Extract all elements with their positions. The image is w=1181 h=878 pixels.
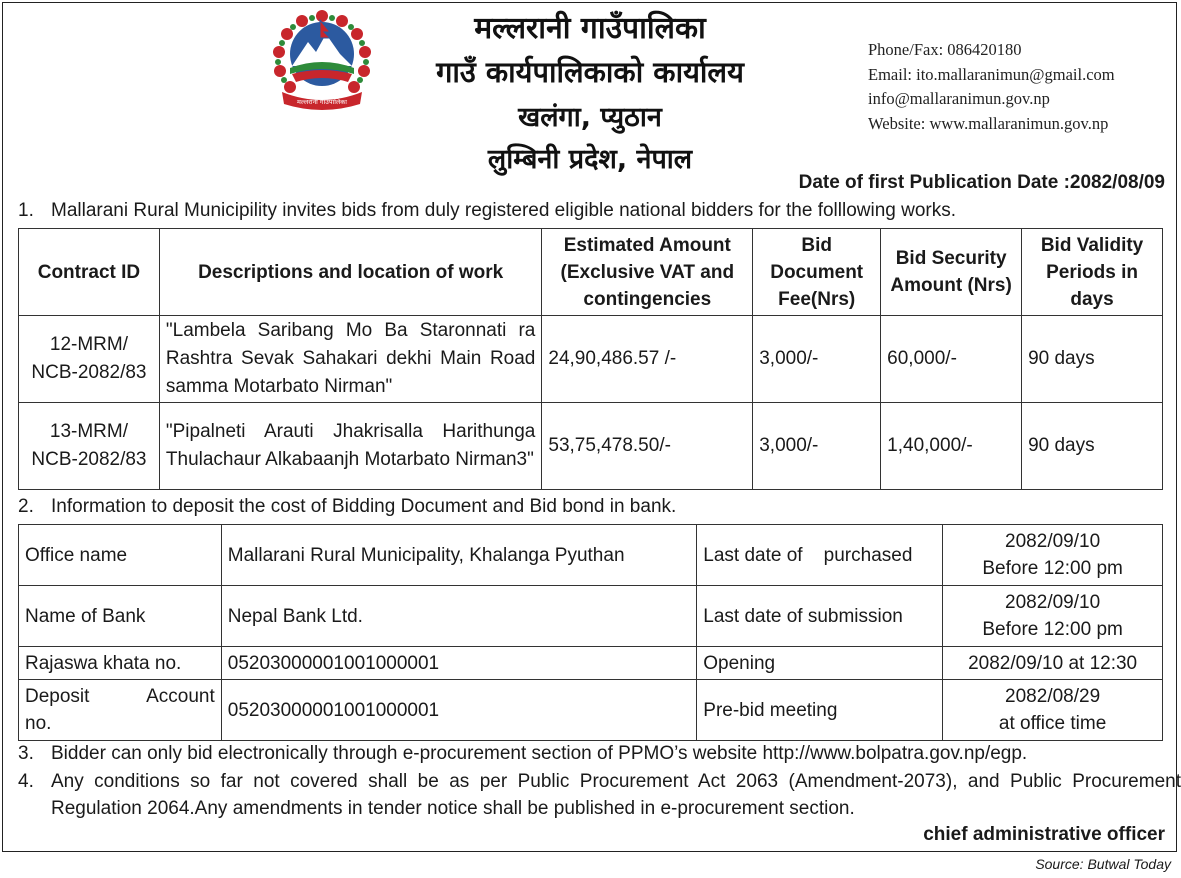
works-table (18, 228, 1163, 490)
date-label: Pre-bid meeting (697, 680, 943, 741)
paragraph-text: Bidder can only bid electronically through e-procurement section of PPMO’s website http://www.bolpatra.gov.np/egp. (51, 743, 1028, 764)
email-primary: Email: ito.mallaranimun@gmail.com (868, 64, 1115, 84)
estimated-amount: 53,75,478.50/- (542, 403, 753, 490)
field-label (19, 680, 222, 741)
time-line: Before 12:00 pm (982, 558, 1123, 579)
field-label: Rajaswa khata no. (19, 647, 222, 680)
email-secondary: info@mallaranimun.gov.np (868, 89, 1050, 108)
contact-info (868, 38, 1115, 136)
date-value (943, 586, 1163, 647)
paragraph-1 (18, 200, 956, 222)
header-bid-security: Bid Security Amount (Nrs) (881, 229, 1022, 316)
header-description: Descriptions and location of work (159, 229, 541, 316)
table-row (19, 680, 1163, 741)
time-line: at office time (998, 713, 1107, 734)
bid-validity: 90 days (1022, 316, 1163, 403)
header-estimated-amount: Estimated Amount (Exclusive VAT and contingencies (542, 229, 753, 316)
bid-fee: 3,000/- (753, 403, 881, 490)
estimated-amount: 24,90,486.57 /- (542, 316, 753, 403)
field-label: Office name (19, 525, 222, 586)
paragraph-number: 2. (18, 496, 34, 517)
date-label: Last date of purchased (697, 525, 943, 586)
paragraph-number: 1. (18, 200, 34, 221)
field-label: Name of Bank (19, 586, 222, 647)
table-row (19, 316, 1163, 403)
field-label-line: Deposit Account (25, 686, 215, 707)
header-contract-id: Contract ID (19, 229, 160, 316)
table-row (19, 586, 1163, 647)
table-row (19, 525, 1163, 586)
table-row (19, 403, 1163, 490)
municipality-name: मल्लरानी गाउँपालिका (474, 11, 706, 46)
bid-security: 1,40,000/- (881, 403, 1022, 490)
field-value: 05203000001001000001 (221, 680, 697, 741)
paragraph-number: 4. (18, 771, 34, 792)
date-value: 2082/09/10 at 12:30 (943, 647, 1163, 680)
date-label: Opening (697, 647, 943, 680)
works-table-header (19, 229, 1163, 316)
date-line: 2082/09/10 (1005, 592, 1101, 613)
field-label-line: no. (25, 713, 52, 734)
header-bid-validity: Bid Validity Periods in days (1022, 229, 1163, 316)
phone-fax: Phone/Fax: 086420180 (868, 40, 1022, 59)
work-description: "Lambela Saribang Mo Ba Staronnati ra Rashtra Sevak Sahakari dekhi Main Road samma Motarbato Nirman" (159, 316, 541, 403)
time-line: Before 12:00 pm (982, 619, 1123, 640)
field-value: Nepal Bank Ltd. (221, 586, 697, 647)
paragraph-3 (18, 743, 1027, 765)
date-value (943, 680, 1163, 741)
field-value: Mallarani Rural Municipality, Khalanga Pyuthan (221, 525, 697, 586)
office-location: खलंगा, प्युठान (518, 102, 662, 133)
work-description: "Pipalneti Arauti Jhakrisalla Harithunga Thulachaur Alkabaanjh Motarbato Nirman3" (159, 403, 541, 490)
bid-fee: 3,000/- (753, 316, 881, 403)
date-line: 2082/09/10 (1005, 531, 1101, 552)
table-row (19, 647, 1163, 680)
paragraph-text: Mallarani Rural Municipility invites bids from duly registered eligible national bidders for the folllowing works. (51, 200, 957, 221)
bank-info-table (18, 524, 1163, 741)
header-bid-fee: Bid Document Fee(Nrs) (753, 229, 881, 316)
paragraph-2 (18, 496, 676, 518)
office-name: गाउँ कार्यपालिकाको कार्यालय (436, 55, 744, 89)
field-value: 05203000001001000001 (221, 647, 697, 680)
paragraph-text: Any conditions so far not covered shall be as per Public Procurement Act 2063 (Amendment-2073), and Public Procurement Regulation 2064.Any amendments in tender notice shall be published in e-procurement section. (51, 771, 1181, 819)
website: Website: www.mallaranimun.gov.np (868, 113, 1109, 133)
municipality-emblem (268, 8, 376, 113)
source-credit: Source: Butwal Today (1035, 856, 1171, 872)
publication-date: Date of first Publication Date :2082/08/09 (798, 172, 1165, 193)
contract-id: 13-MRM/ NCB-2082/83 (19, 403, 160, 490)
province-name: लुम्बिनी प्रदेश, नेपाल (487, 144, 693, 175)
date-line: 2082/08/29 (1005, 686, 1101, 707)
emblem-caption: मल्लरानी गाउँपालिका (297, 98, 347, 106)
contract-id: 12-MRM/ NCB-2082/83 (19, 316, 160, 403)
bid-security: 60,000/- (881, 316, 1022, 403)
date-label: Last date of submission (697, 586, 943, 647)
paragraph-text: Information to deposit the cost of Bidding Document and Bid bond in bank. (51, 496, 677, 517)
signatory: chief administrative officer (923, 824, 1165, 845)
bid-validity: 90 days (1022, 403, 1163, 490)
date-value (943, 525, 1163, 586)
paragraph-number: 3. (18, 743, 34, 764)
